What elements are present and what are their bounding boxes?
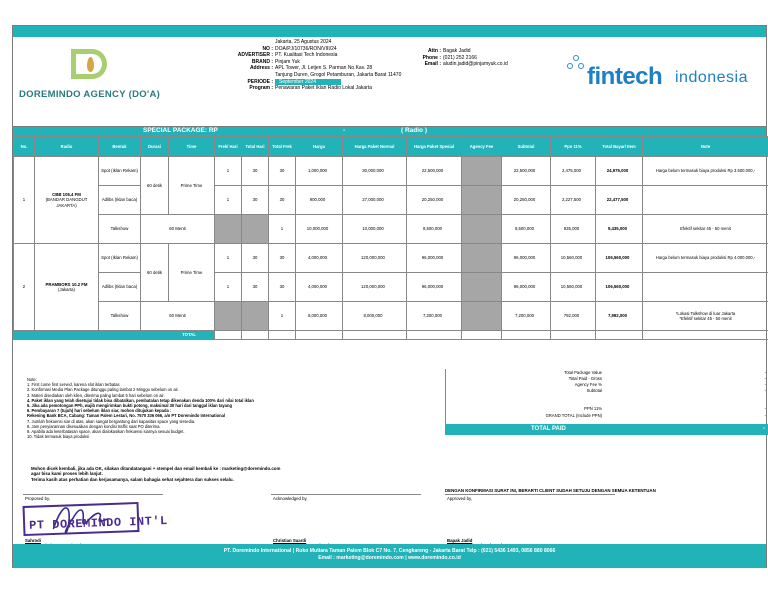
note-item: 10. Tidak termasuk biaya produksi [27,434,90,440]
top-band [13,26,766,37]
table-row: Talkshow 60 Menit 1 8,000,000 8,000,000 7,200,000 7,200,000 792,000 7,992,000 *Lokasi Talkshow di luar Jakarta *Efektif sekitar 45 - 50 menit [14,302,768,331]
agency-logo [19,47,179,107]
client-logo [561,55,761,95]
note-item: 4. Paket iklan yang telah disetujui tidak bisa dibatalkan, pembatalan tetap dikenakan denda 100% dari nilai total iklan [27,397,254,403]
note-item: 6. Pembayaran 7 (tujuh) hari sebelum iklan siar, mohon ditujukan kepada : [27,408,172,414]
do-logo-icon [71,49,109,83]
signature-proposed: Proposed by, Sahrodi [23,494,173,548]
signature-acknowledged: Acknowledged by, Christian Suardi [271,494,431,548]
signature-approved: Approved by, Bapak Jadid [445,494,625,548]
package-table [13,136,768,340]
note-item: 5. Jika ada pemotongan PPh, wajib mengirimkan bukti potong, maksimal 30 hari dari tanggal iklan tayang [27,403,232,409]
note-item: Note: [27,377,37,382]
company-stamp [23,502,168,536]
quotation-sheet [12,25,767,568]
special-package-bar: SPECIAL PACKAGE: RP - ( Radio ) [13,127,766,136]
payment-summary: Total Package Value - Total Paid - Gross - Agency Fee % - Subtotal - PPN 11% - GRAND TOTAL (Include PPN) - [445,369,768,435]
note-item: 8. Jam penyiarannan disesuaikan dengan kondisi traffic saat PO diterima. [27,423,161,429]
table-row: 2 PRAMBORS 10.2 FM (Jakarta) Spot (Iklan Rekam) 60 detik Prime Time 1 30 30 4,000,000 120,000,000 96,000,000 96,000,000 10,560,000 106,560,000 Harga belum termasuk biaya produksi Rp 4.000.000,- [14,244,768,273]
table-header: No. Radio Bentuk Durasi Time Frek/ Hari Total Hari Total Frek Harga Harga Paket Normal Harga Paket Spesial Agency Fee Subtotal Ppn 11% Total Bayar/ Item Note [14,137,768,157]
terms-notes [27,377,452,439]
table-row: Adlibs (Iklan baca) 1 30 30 900,000 27,000,000 20,250,000 20,250,000 2,227,500 22,477,500 [14,186,768,215]
contact-instructions: Mohon dicek kembali, jika ada OK, silakan ditandatangani + stempel dan email kembali ke : marketing@doremindo.com agar bisa kami proses lebih lanjut. Terima kasih atas perhatian dan kerjasamanya, salam bahagia sehat sejahtera dan sukses selalu. [31,466,281,482]
client-logo-main: fintech [587,63,663,90]
stamp-text: PT DOREMINDO INT'L [28,513,168,533]
note-item: 1. First come first served, karena slot iklan terbatas [27,382,120,388]
letter-header [13,37,766,127]
footer-bar: PT. Doremindo International | Ruko Mutiara Taman Palem Blok C7 No. 7, Cengkareng - Jakarta Barat Telp : (021) 5436 1493, 0856 880 8066 Email : marketing@doremindo.com | www.doremindo.co.id [13,544,766,568]
network-icon [567,55,585,73]
confirmation-statement: DENGAN KONFIRMASI SURAT INI, BERARTI CLIENT SUDAH SETUJU DENGAN SEMUA KETENTUAN [445,488,656,493]
note-item: 2. Konfirmasi Media Plan Package ditunggu paling lambat 2 Minggu sebelum on air. [27,387,179,393]
table-row: Adlibs (Iklan baca) 1 30 30 4,000,000 120,000,000 96,000,000 96,000,000 10,560,000 106,560,000 [14,273,768,302]
note-item: Rekening Bank BCA, Cabang: Taman Palem Lestari, No. 7570 336 066, a/n PT Doremindo International [27,413,226,419]
note-item: 7. Jumlah frekuensi siar di atas, akan sangat bergantung dari kapasitas space yang tersedia. [27,418,196,424]
client-logo-sub: indonesia [675,69,748,86]
client-contact: Attn : Bagak Jadid Phone : (021) 252 2166 Email : aludin.jadid@pinjamyuk.co.id [422,48,508,68]
table-row: Talkshow 60 Menit 1 10,000,000 10,000,000 8,500,000 8,500,000 935,000 9,435,000 Efektif sekitar 45 - 50 menit [14,215,768,244]
note-item: 3. Materi disediakan oleh klien, diterima paling lambat 5 hari sebelum on air. [27,392,165,398]
total-paid-bar: TOTAL PAID - [445,424,768,435]
total-row: TOTAL [14,331,768,340]
periode-value: September 2024 [275,79,341,86]
letter-info: Jakarta, 25 Agustus 2024 NO : DOA/PJ/10736/RON/VIII/24 ADVERTISER : PT. Kualitasi Tech Indonesia BRAND : Pinjam Yuk Address : APL Tower, Jl. Letjen S. Parman No.Kav. 28 Tanjung Duren, Grogol Petamburan, Jakarta Barat 11470 PERIODE : September 2024 Program : Penawaran Paket Iklan Radio Lokal Jakarta [237,39,402,92]
table-row: 1 CBB 105.4 FM (BANDAR DANGDUT JAKARTA) Spot (Iklan Rekam) 60 detik Prime Time 1 30 30 1,000,000 30,000,000 22,500,000 22,500,000 2,475,000 24,975,000 Harga belum termasuk biaya produksi Rp 3.500.000,- [14,157,768,186]
agency-name: DOREMINDO AGENCY (DO'A) [19,89,161,100]
note-item: 9. Apabila ada keterbatasan space, akan dialokasikan frekuensi siarnya sesuai budget. [27,429,185,435]
